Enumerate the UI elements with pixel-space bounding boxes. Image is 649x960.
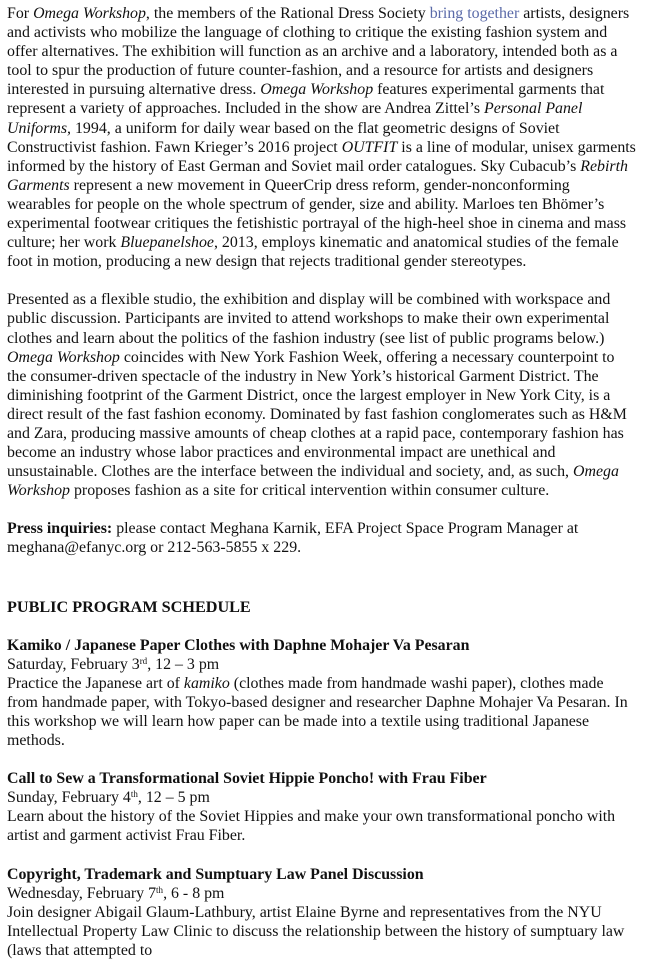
event-date: [7, 884, 637, 903]
intro-text: artists, designers and activists who mobilize the language of clothing to critique the existing fashion system and offer alternatives. The exhibition will function as an archive and a laboratory, intended both as a tool to spur the production of future counter-fashion, and a resource for artists and designers interested in pursuing alternative dress.: [7, 5, 630, 99]
press-release-document: [7, 4, 637, 960]
intro-text: For: [7, 5, 34, 22]
exhibition-title: Omega Workshop: [7, 463, 619, 500]
intro-text: is a line of modular, unisex garments informed by the history of East German and Soviet mail order catalogues. Sky Cubacub’s: [7, 138, 636, 175]
fashion-week-paragraph: [7, 348, 637, 501]
program-event: [7, 865, 637, 960]
exhibition-title: Omega Workshop: [260, 81, 374, 99]
date-ordinal: th: [130, 789, 138, 800]
event-date-text: Sunday, February 4: [7, 789, 131, 807]
highlighted-phrase: bring together: [429, 5, 520, 22]
event-date-text: Saturday, February 3: [7, 655, 140, 673]
event-date-text: Wednesday, February 7: [7, 884, 157, 902]
date-ordinal: th: [156, 884, 164, 895]
intro-text: , the members of the Rational Dress Society: [145, 5, 430, 22]
program-event: [7, 636, 637, 751]
event-date: [7, 655, 637, 674]
paragraph-text: proposes fashion as a site for critical intervention within consumer culture.: [69, 482, 550, 500]
artwork-title: Rebirth Garments: [7, 157, 628, 194]
intro-paragraph: [7, 4, 637, 271]
event-description: Join designer Abigail Glaum-Lathbury, artist Elaine Byrne and representatives from the NYU Intellectual Property Law Clinic to discuss the relationship between the history of sumptuary law (laws that attempted to: [7, 903, 625, 959]
press-label: Press inquiries:: [7, 520, 113, 538]
schedule-heading: PUBLIC PROGRAM SCHEDULE: [7, 597, 251, 616]
description-text: Practice the Japanese art of: [7, 674, 184, 692]
description-text: (clothes made from handmade washi paper), clothes made from handmade paper, with Tokyo-based designer and researcher Daphne Mohajer Va Pesaran. In this workshop we will learn how paper can be made into a textile using traditional Japanese methods.: [7, 674, 628, 750]
term-kamiko: kamiko: [183, 674, 230, 692]
intro-text: represent a new movement in QueerCrip dress reform, gender-nonconforming wearables for people on the whole spectrum of gender, size and ability. Marloes ten Bhömer’s experimental footwear critiques the fetishistic portrayal of the high-heel shoe in cinema and mass culture; her work: [7, 176, 627, 252]
event-date: [7, 788, 637, 807]
artwork-title: Personal Panel Uniforms,: [7, 100, 583, 137]
event-description: [7, 674, 637, 750]
event-description: Learn about the history of the Soviet Hippies and make your own transformational poncho with artist and garment activist Frau Fiber.: [7, 808, 616, 845]
event-time-text: , 12 – 5 pm: [137, 789, 210, 807]
studio-paragraph: Presented as a flexible studio, the exhibition and display will be combined with workspace and public discussion. Participants are invited to attend workshops to make their own experimental clothes and learn about the politics of the fashion industry (see list of public programs below.): [7, 291, 611, 347]
artwork-title: OUTFIT: [341, 138, 398, 156]
event-time-text: , 6 - 8 pm: [163, 884, 225, 902]
event-time-text: , 12 – 3 pm: [147, 655, 220, 673]
intro-text: 1994, a uniform for daily wear based on the flat geometric designs of Soviet Constructivist fashion. Fawn Krieger’s 2016 project: [7, 119, 560, 156]
program-event: [7, 769, 637, 845]
artwork-title: Bluepanelshoe: [120, 234, 214, 252]
paragraph-text: coincides with New York Fashion Week, offering a necessary counterpoint to the consumer-driven spectacle of the industry in New York’s historical Garment District. The diminishing footprint of the Garment District, once the largest employer in New York City, is a direct result of the fast fashion economy. Dominated by fast fashion conglomerates such as H&M and Zara, producing massive amounts of cheap clothes at a rapid pace, contemporary fashion has become an industry whose labor practices and environmental impact are unethical and unsustainable. Clothes are the interface between the individual and society, and, as such,: [7, 348, 627, 481]
exhibition-title: Omega Workshop: [33, 5, 146, 22]
exhibition-title: Omega Workshop: [7, 348, 120, 366]
press-contact-text: please contact Meghana Karnik, EFA Project Space Program Manager at meghana@efanyc.org or 212-563-5855 x 229.: [7, 520, 579, 557]
event-title: Call to Sew a Transformational Soviet Hippie Poncho! with Frau Fiber: [7, 770, 487, 788]
date-ordinal: rd: [139, 655, 148, 666]
intro-text: features experimental garments that represent a variety of approaches. Included in the show are Andrea Zittel’s: [7, 81, 605, 118]
intro-text: , 2013, employs kinematic and anatomical studies of the female foot in motion, producing a new design that rejects traditional gender stereotypes.: [7, 234, 619, 271]
event-title: Copyright, Trademark and Sumptuary Law Panel Discussion: [7, 865, 424, 883]
event-title: Kamiko / Japanese Paper Clothes with Daphne Mohajer Va Pesaran: [7, 636, 470, 654]
press-inquiries: [7, 519, 637, 557]
